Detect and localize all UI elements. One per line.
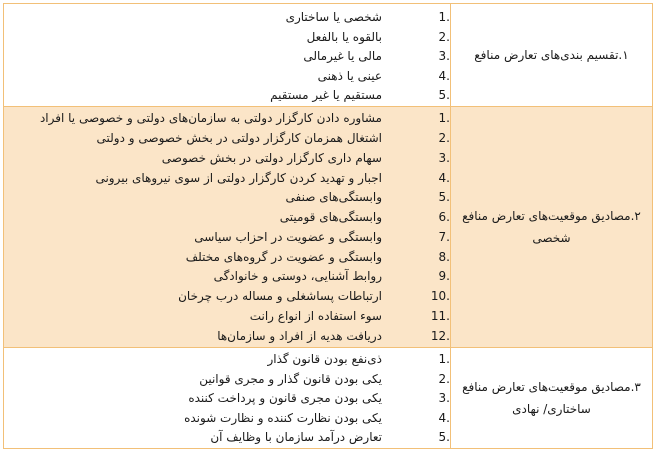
item-text: یکی بودن قانون گذار و مجری قوانین [199,371,382,386]
item-text: روابط آشنایی، دوستی و خانوادگی [213,269,382,284]
item-number: 10. [430,289,450,304]
item-list [4,4,450,106]
list-item [4,287,450,307]
table-row [4,4,653,107]
category-cell: ۱.تقسیم بندی‌های تعارض منافع [451,4,653,107]
item-text: شخصی یا ساختاری [285,10,382,24]
items-cell [4,4,451,107]
item-number: 5. [438,88,450,103]
item-text: وابستگی و عضویت در احزاب سیاسی [194,229,382,244]
item-number: 4. [438,410,450,425]
item-number: 8. [438,249,450,264]
item-text: وابستگی‌های صنفی [285,190,382,205]
item-text: مستقیم یا غیر مستقیم [270,88,382,103]
item-number: 11. [430,308,450,323]
item-text: وابستگی و عضویت در گروه‌های مختلف [185,249,382,264]
item-number: 2. [438,371,450,386]
list-item [4,327,450,347]
item-list [4,348,450,448]
list-item [4,149,450,169]
list-item [4,370,450,390]
conflict-of-interest-table [3,3,653,449]
list-item [4,188,450,208]
item-text: ارتباطات پساشغلی و مساله درب چرخان [178,289,382,304]
list-item [4,350,450,370]
list-item [4,28,450,48]
item-number: 12. [430,328,450,343]
item-text: بالقوه یا بالفعل [306,29,382,44]
list-item [4,109,450,129]
item-number: 3. [438,391,450,406]
list-item [4,389,450,409]
list-item [4,8,450,28]
list-item [4,248,450,268]
item-number: 4. [438,68,450,83]
item-number: 7. [438,229,450,244]
item-text: اشتغال همزمان کارگزار دولتی در بخش خصوصی و دولتی [96,131,382,146]
items-cell [4,347,451,448]
item-text: یکی بودن نظارت کننده و نظارت شونده [184,410,382,425]
category-cell: ۲.مصادیق موقعیت‌های تعارض منافع شخصی [451,106,653,347]
item-list [4,107,450,346]
item-text: تعارض درآمد سازمان با وظایف آن [210,430,382,445]
item-text: سوء استفاده از انواع رانت [249,308,382,323]
item-number: 9. [438,269,450,284]
list-item [4,67,450,87]
item-number: 5. [438,430,450,445]
item-number: 1. [438,111,450,126]
item-number: 6. [438,210,450,225]
list-item [4,129,450,149]
list-item [4,409,450,429]
item-number: 1. [438,10,450,24]
item-text: مالی یا غیرمالی [303,49,382,64]
list-item [4,169,450,189]
list-item [4,86,450,106]
category-cell: ۳.مصادیق موقعیت‌های تعارض منافع ساختاری/ نهادی [451,347,653,448]
list-item [4,208,450,228]
item-text: سهام داری کارگزار دولتی در بخش خصوصی [161,150,382,165]
item-number: 5. [438,190,450,205]
item-text: دریافت هدیه از افراد و سازمان‌ها [217,328,382,343]
item-number: 3. [438,49,450,64]
table-row [4,347,653,448]
list-item [4,267,450,287]
item-text: اجبار و تهدید کردن کارگزار دولتی از سوی نیروهای بیرونی [95,170,382,185]
item-number: 1. [438,351,450,366]
list-item [4,47,450,67]
item-text: عینی یا ذهنی [317,68,382,83]
item-text: یکی بودن مجری قانون و پرداخت کننده [188,391,382,406]
item-text: ذی‌نفع بودن قانون گذار [267,351,382,366]
list-item [4,228,450,248]
item-number: 2. [438,29,450,44]
item-number: 4. [438,170,450,185]
list-item [4,307,450,327]
item-number: 3. [438,150,450,165]
item-text: مشاوره دادن کارگزار دولتی به سازمان‌های دولتی و خصوصی یا افراد [39,111,382,126]
item-number: 2. [438,131,450,146]
table-row [4,106,653,347]
item-text: وابستگی‌های قومیتی [279,210,382,225]
items-cell [4,106,451,347]
list-item [4,428,450,448]
